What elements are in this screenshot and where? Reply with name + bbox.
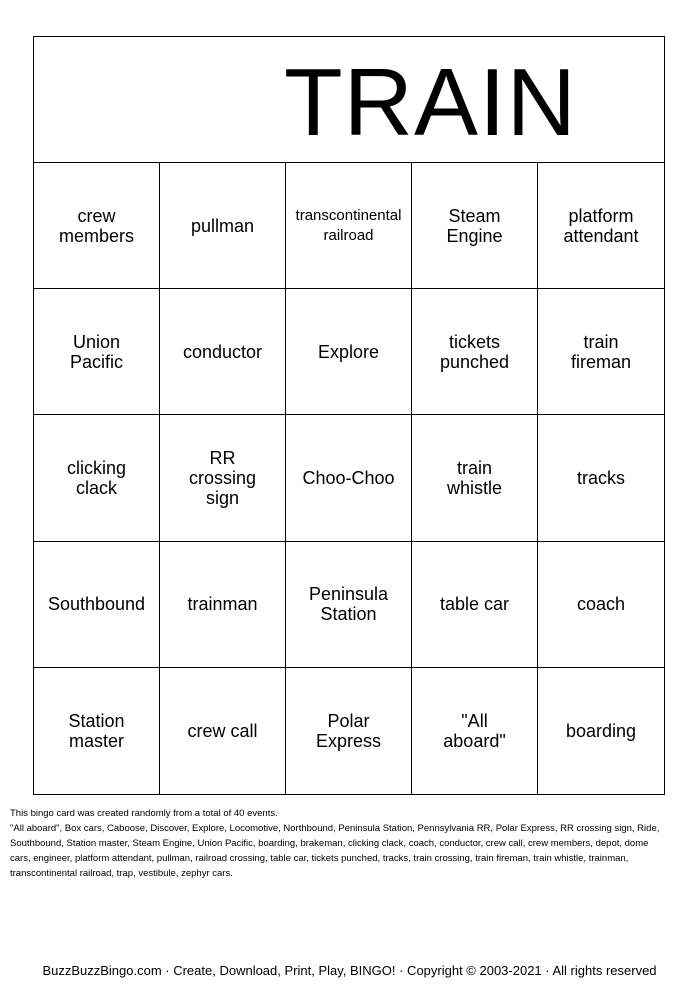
bingo-cell bbox=[412, 415, 538, 541]
bingo-cell-line: Pacific bbox=[69, 351, 123, 372]
site-footer: BuzzBuzzBingo.com · Create, Download, Print, Play, BINGO! · Copyright © 2003-2021 · All rights reserved bbox=[42, 963, 657, 978]
bingo-cell-line: tickets bbox=[448, 331, 500, 352]
bingo-cell bbox=[34, 289, 160, 415]
bingo-cell bbox=[34, 163, 160, 289]
bingo-cell bbox=[538, 542, 664, 668]
bingo-cell-line: whistle bbox=[446, 477, 503, 498]
bingo-cell-text bbox=[187, 594, 257, 614]
bingo-cell-line: pullman bbox=[190, 215, 255, 236]
bingo-cell bbox=[160, 289, 286, 415]
bingo-cell-text bbox=[440, 332, 509, 372]
bingo-cell bbox=[34, 542, 160, 668]
bingo-cell-line: Steam bbox=[448, 205, 501, 226]
bingo-cell-line: crew call bbox=[187, 720, 258, 741]
bingo-cell-text bbox=[440, 594, 509, 614]
bingo-cell-line: conductor bbox=[182, 341, 263, 362]
bingo-cell-line: train bbox=[583, 331, 619, 352]
bingo-cell-line: Express bbox=[315, 730, 382, 751]
bingo-cell bbox=[160, 542, 286, 668]
bingo-cell-line: fireman bbox=[570, 351, 632, 372]
card-title: TRAIN bbox=[284, 49, 577, 156]
title-cell bbox=[34, 37, 664, 163]
bingo-cell bbox=[412, 289, 538, 415]
bingo-cell-text bbox=[48, 594, 145, 614]
bingo-cell-line: Explore bbox=[317, 341, 380, 362]
bingo-cell bbox=[538, 668, 664, 794]
bingo-cell-text bbox=[447, 458, 502, 498]
bingo-cell-text bbox=[577, 468, 625, 488]
bingo-cell-line: "All bbox=[461, 710, 488, 731]
bingo-cell-line: crew bbox=[77, 205, 116, 226]
bingo-cell-text bbox=[67, 458, 126, 498]
bingo-cell-line: Polar bbox=[327, 710, 370, 731]
bingo-cell-line: platform bbox=[568, 205, 634, 226]
bingo-cell bbox=[286, 415, 412, 541]
bingo-cell-line: RR bbox=[209, 447, 236, 468]
bingo-cell-line: attendant bbox=[563, 225, 639, 246]
bingo-cell bbox=[412, 542, 538, 668]
bingo-cell bbox=[286, 542, 412, 668]
bingo-cell-text bbox=[446, 206, 502, 246]
bingo-cell-line: tracks bbox=[576, 467, 625, 488]
bingo-cell-text bbox=[302, 468, 394, 488]
bingo-grid bbox=[34, 163, 664, 794]
bingo-cell-text bbox=[571, 332, 631, 372]
bingo-cell-line: master bbox=[68, 730, 124, 751]
bingo-cell-line: transcontinental bbox=[295, 206, 402, 224]
bingo-cell-line: Peninsula bbox=[308, 584, 389, 605]
bingo-cell-line: clack bbox=[75, 477, 117, 498]
bingo-cell bbox=[286, 668, 412, 794]
bingo-cell-text bbox=[183, 342, 262, 362]
bingo-cell-line: aboard" bbox=[443, 730, 506, 751]
bingo-cell bbox=[160, 668, 286, 794]
bingo-cell-line: Union bbox=[72, 331, 120, 352]
footnote-intro: This bingo card was created randomly from a total of 40 events. bbox=[10, 808, 278, 819]
bingo-cell-text bbox=[577, 594, 625, 614]
bingo-cell-line: Engine bbox=[446, 225, 503, 246]
bingo-cell-line: crossing bbox=[188, 467, 257, 488]
bingo-cell-line: punched bbox=[439, 351, 510, 372]
bingo-cell bbox=[34, 668, 160, 794]
bingo-cell-line: train bbox=[456, 457, 492, 478]
bingo-cell-text bbox=[187, 721, 257, 741]
bingo-cell bbox=[538, 415, 664, 541]
bingo-cell-line: coach bbox=[576, 594, 626, 615]
bingo-cell-text bbox=[189, 448, 256, 508]
bingo-cell-text bbox=[309, 584, 388, 624]
bingo-cell-text bbox=[59, 206, 134, 246]
bingo-cell-text bbox=[191, 216, 254, 236]
bingo-cell-text bbox=[318, 342, 379, 362]
bingo-cell-text bbox=[443, 711, 505, 751]
bingo-cell bbox=[34, 415, 160, 541]
bingo-cell bbox=[160, 163, 286, 289]
bingo-cell-line: Station bbox=[68, 710, 125, 731]
bingo-cell-line: table car bbox=[439, 594, 510, 615]
bingo-cell-line: boarding bbox=[565, 720, 637, 741]
bingo-cell-line: sign bbox=[205, 487, 240, 508]
bingo-cell-line: trainman bbox=[187, 594, 258, 615]
bingo-card bbox=[33, 36, 665, 795]
bingo-cell bbox=[286, 289, 412, 415]
bingo-cell bbox=[538, 163, 664, 289]
bingo-cell-text bbox=[70, 332, 123, 372]
bingo-cell-line: railroad bbox=[323, 226, 374, 244]
bingo-cell-text bbox=[68, 711, 124, 751]
bingo-cell bbox=[412, 668, 538, 794]
bingo-cell-line: Southbound bbox=[47, 594, 146, 615]
bingo-cell-line: Choo-Choo bbox=[302, 467, 395, 488]
footnote-events-list: "All aboard", Box cars, Caboose, Discover, Explore, Locomotive, Northbound, Peninsula Station, Pennsylvania RR, Polar Express, RR crossing sign, Ride, Southbound, Station master, Steam Engine, Union Pacific, boarding, brakeman, clicking clack, coach, conductor, crew call, crew members, depot, dome cars, engineer, platform attendant, pullman, railroad crossing, table car, tickets punched, tracks, train crossing, train fireman, train whistle, trainman, transcontinental railroad, trap, vestibule, zephyr cars. bbox=[10, 823, 660, 879]
bingo-cell bbox=[412, 163, 538, 289]
bingo-cell bbox=[286, 163, 412, 289]
bingo-cell bbox=[160, 415, 286, 541]
bingo-cell-line: clicking bbox=[66, 457, 127, 478]
bingo-cell-line: members bbox=[58, 225, 134, 246]
bingo-cell-text bbox=[563, 206, 638, 246]
bingo-cell bbox=[538, 289, 664, 415]
bingo-cell-text bbox=[296, 206, 402, 246]
bingo-cell-text bbox=[566, 721, 636, 741]
bingo-cell-text bbox=[316, 711, 381, 751]
bingo-cell-line: Station bbox=[320, 604, 377, 625]
events-footnote bbox=[10, 806, 670, 881]
